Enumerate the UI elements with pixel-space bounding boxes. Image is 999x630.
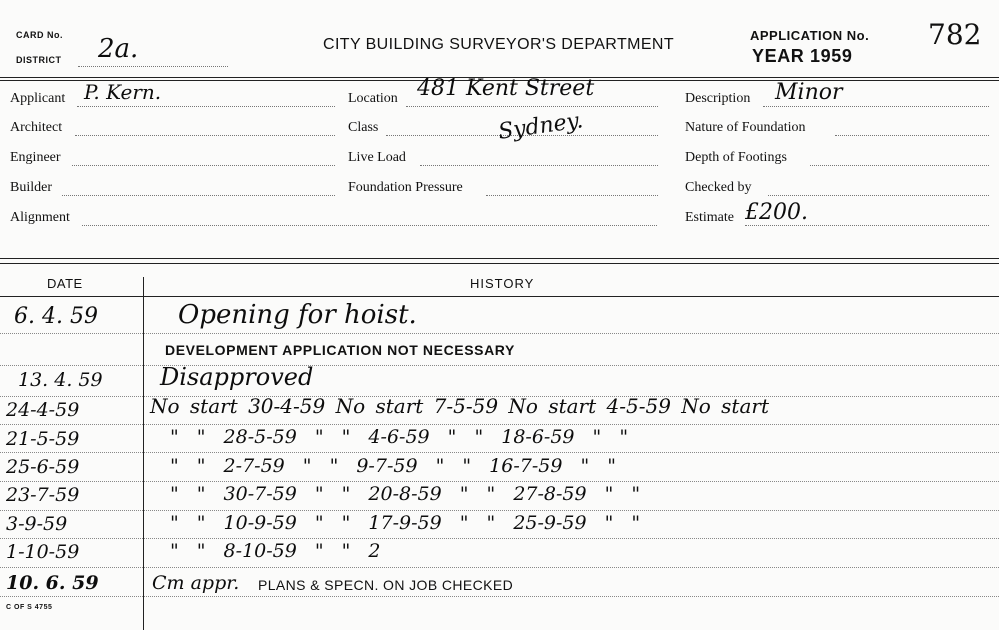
application-label: APPLICATION No. xyxy=(750,28,870,43)
table-header-rule xyxy=(0,296,999,297)
location-label: Location xyxy=(348,91,398,106)
live-load-label: Live Load xyxy=(348,150,406,165)
architect-line xyxy=(75,135,335,136)
row-rule xyxy=(0,596,999,597)
location-value: 481 Kent Street xyxy=(417,76,595,101)
row-history: " " 2-7-59 " " 9-7-59 " " 16-7-59 " " xyxy=(170,455,616,477)
row-rule xyxy=(0,333,999,334)
checked-by-line xyxy=(768,195,989,196)
date-column-divider xyxy=(143,277,144,630)
row-date: 13. 4. 59 xyxy=(18,369,103,391)
section-rule xyxy=(0,258,999,259)
district-line xyxy=(78,66,228,67)
row-history: Disapproved xyxy=(160,363,314,391)
depth-footings-label: Depth of Footings xyxy=(685,150,787,165)
applicant-label: Applicant xyxy=(10,91,66,106)
estimate-label: Estimate xyxy=(685,210,734,225)
estimate-value: £200. xyxy=(745,200,808,225)
row-date: 21-5-59 xyxy=(6,428,80,450)
row-date: 3-9-59 xyxy=(6,513,68,535)
description-line xyxy=(763,106,989,107)
alignment-line xyxy=(82,225,657,226)
district-value: 2a. xyxy=(98,34,139,64)
row-date: 6. 4. 59 xyxy=(14,304,98,329)
application-number: 782 xyxy=(928,18,982,51)
applicant-line xyxy=(77,106,335,107)
builder-label: Builder xyxy=(10,180,52,195)
row-date: 24-4-59 xyxy=(6,399,80,421)
row-history: No start 30-4-59 No start 7-5-59 No start 4-5-59 No start xyxy=(150,394,769,418)
class-label: Class xyxy=(348,120,379,135)
date-header: DATE xyxy=(47,276,83,291)
live-load-line xyxy=(420,165,658,166)
row-rule xyxy=(0,567,999,568)
description-label: Description xyxy=(685,91,751,106)
row-date: 25-6-59 xyxy=(6,456,80,478)
architect-label: Architect xyxy=(10,120,63,135)
row-date: 1-10-59 xyxy=(6,541,80,563)
row-date: 23-7-59 xyxy=(6,484,80,506)
nature-foundation-line xyxy=(835,135,989,136)
engineer-label: Engineer xyxy=(10,150,61,165)
row-rule xyxy=(0,510,999,511)
row-rule xyxy=(0,424,999,425)
form-code: C OF S 4755 xyxy=(6,604,53,611)
history-header: HISTORY xyxy=(470,276,535,291)
depth-footings-line xyxy=(810,165,989,166)
row-history: " " 28-5-59 " " 4-6-59 " " 18-6-59 " " xyxy=(170,426,629,448)
nature-foundation-label: Nature of Foundation xyxy=(685,120,806,135)
row-history-stamp: PLANS & SPECN. ON JOB CHECKED xyxy=(258,577,514,593)
row-history: " " 30-7-59 " " 20-8-59 " " 27-8-59 " " xyxy=(170,483,641,505)
alignment-label: Alignment xyxy=(10,210,70,225)
row-history: Opening for hoist. xyxy=(178,300,417,330)
department-title: CITY BUILDING SURVEYOR'S DEPARTMENT xyxy=(323,36,675,53)
row-rule xyxy=(0,452,999,453)
row-rule xyxy=(0,538,999,539)
section-rule-2 xyxy=(0,263,999,264)
row-history-stamp: DEVELOPMENT APPLICATION NOT NECESSARY xyxy=(165,342,515,358)
district-label: DISTRICT xyxy=(16,55,62,65)
builder-line xyxy=(62,195,335,196)
applicant-value: P. Kern. xyxy=(84,80,162,104)
estimate-line xyxy=(745,225,989,226)
row-history: " " 10-9-59 " " 17-9-59 " " 25-9-59 " " xyxy=(170,512,641,534)
year-label: YEAR 1959 xyxy=(752,46,853,66)
row-history-hand: Cm appr. xyxy=(152,572,240,594)
engineer-line xyxy=(72,165,335,166)
foundation-pressure-line xyxy=(486,195,658,196)
location-value-line-2: Sydney. xyxy=(496,108,585,145)
row-rule xyxy=(0,365,999,366)
foundation-pressure-label: Foundation Pressure xyxy=(348,180,463,195)
checked-by-label: Checked by xyxy=(685,180,752,195)
card-no-label: CARD No. xyxy=(16,30,63,40)
location-line xyxy=(406,106,658,107)
row-history: " " 8-10-59 " " 2 xyxy=(170,540,381,562)
row-rule xyxy=(0,481,999,482)
description-value: Minor xyxy=(775,80,843,105)
row-date: 10. 6. 59 xyxy=(6,572,99,594)
